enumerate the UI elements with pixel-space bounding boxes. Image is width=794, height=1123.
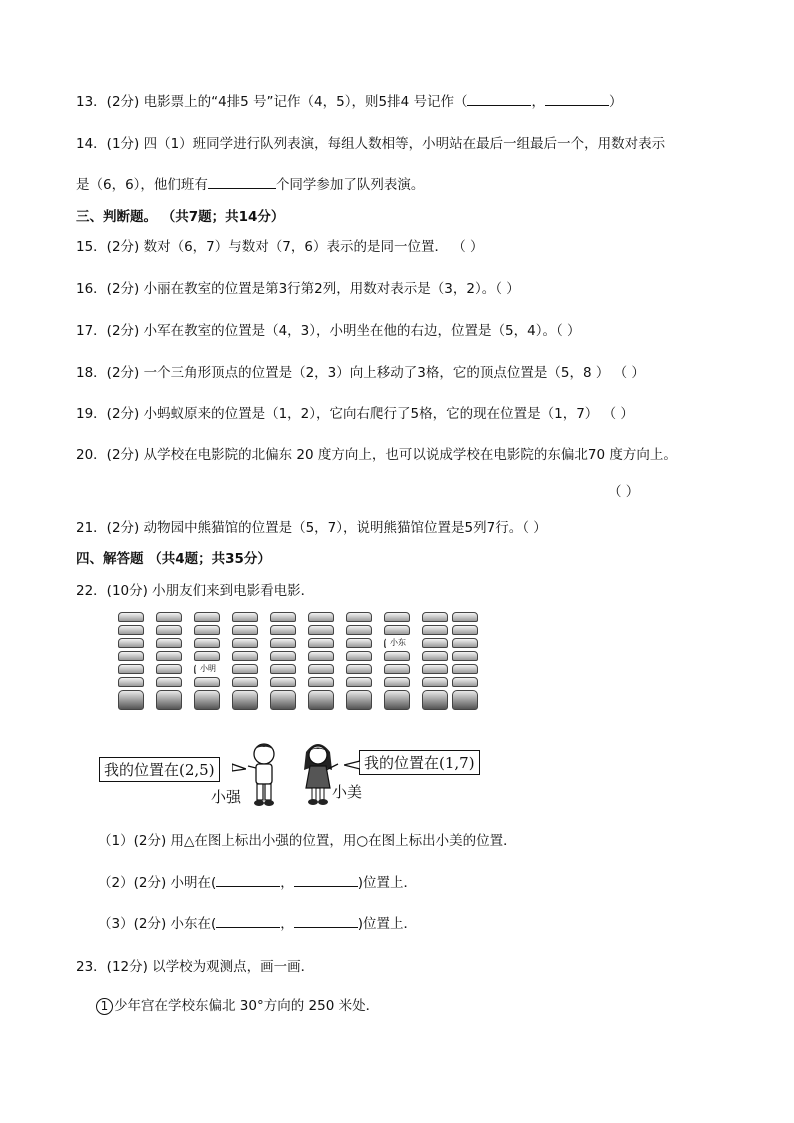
seat[interactable] <box>118 677 144 687</box>
seat[interactable] <box>384 625 410 635</box>
seat-column <box>422 612 450 713</box>
seat[interactable] <box>232 690 258 710</box>
seat[interactable] <box>452 625 478 635</box>
answer-blank[interactable] <box>467 93 531 106</box>
seat[interactable] <box>422 677 448 687</box>
seat[interactable] <box>452 677 478 687</box>
seat[interactable] <box>118 638 144 648</box>
seat[interactable] <box>194 612 220 622</box>
seat[interactable] <box>308 612 334 622</box>
answer-blank[interactable] <box>294 915 358 928</box>
seat[interactable] <box>308 625 334 635</box>
seat-column <box>384 612 412 713</box>
seat[interactable] <box>118 651 144 661</box>
seat[interactable] <box>270 664 296 674</box>
seat[interactable] <box>422 651 448 661</box>
seat[interactable] <box>346 638 372 648</box>
seat[interactable] <box>346 612 372 622</box>
seat[interactable] <box>384 651 410 661</box>
cinema-seats-figure <box>118 612 478 732</box>
seat[interactable] <box>422 664 448 674</box>
name-label-xiaomei: 小美 <box>332 783 363 801</box>
seat-xiaoming[interactable]: 小明 <box>194 664 220 674</box>
seat[interactable] <box>270 690 296 710</box>
seat[interactable] <box>346 625 372 635</box>
seat[interactable] <box>308 664 334 674</box>
question-18: 18．(2分) 一个三角形顶点的位置是（2，3）向上移动了3格，它的顶点位置是（5，8 ） （ ） <box>76 365 645 381</box>
circled-number: 1 <box>96 998 113 1015</box>
question-23-item1: 1 少年宫在学校东偏北 30°方向的 250 米处． <box>96 994 379 1015</box>
seat[interactable] <box>452 664 478 674</box>
seat[interactable] <box>452 638 478 648</box>
seat[interactable] <box>384 690 410 710</box>
seat[interactable] <box>270 638 296 648</box>
question-14-line1: 14．(1分) 四（1）班同学进行队列表演，每组人数相等，小明站在最后一组最后一个，用数对表示 <box>76 136 666 152</box>
seat[interactable] <box>194 638 220 648</box>
seat[interactable] <box>346 664 372 674</box>
question-21: 21．(2分) 动物园中熊猫馆的位置是（5，7），说明熊猫馆位置是5列7行。（ ） <box>76 520 547 536</box>
question-22-part3: （3）(2分) 小东在( ， )位置上． <box>98 916 418 932</box>
seat[interactable] <box>308 638 334 648</box>
question-22-part2: （2）(2分) 小明在( ， )位置上． <box>98 875 418 891</box>
seat[interactable] <box>156 625 182 635</box>
answer-blank[interactable] <box>294 874 358 887</box>
question-14-line2: 是（6，6），他们班有 个同学参加了队列表演。 <box>76 177 425 193</box>
seat[interactable] <box>346 690 372 710</box>
seat-column <box>346 612 374 713</box>
seat[interactable] <box>422 638 448 648</box>
seat[interactable] <box>118 664 144 674</box>
seat-column <box>194 612 222 713</box>
seat[interactable] <box>270 612 296 622</box>
seat[interactable] <box>308 690 334 710</box>
seat[interactable] <box>232 651 258 661</box>
seat[interactable] <box>270 625 296 635</box>
seat-column <box>270 612 298 713</box>
seat[interactable] <box>156 677 182 687</box>
answer-blank[interactable] <box>216 874 280 887</box>
seat[interactable] <box>194 625 220 635</box>
seat[interactable] <box>384 677 410 687</box>
question-23-title: 23．(12分) 以学校为观测点，画一画． <box>76 959 315 975</box>
question-17: 17．(2分) 小军在教室的位置是（4，3），小明坐在他的右边，位置是（5，4）。（ ） <box>76 323 581 339</box>
seat[interactable] <box>384 664 410 674</box>
answer-blank[interactable] <box>545 93 609 106</box>
bubble-pointer-icon <box>344 758 360 772</box>
seat[interactable] <box>452 690 478 710</box>
seat[interactable] <box>452 612 478 622</box>
section-4-heading: 四、解答题 （共4题；共35分） <box>76 551 271 567</box>
seat[interactable] <box>422 625 448 635</box>
question-22-part1: （1）(2分) 用△在图上标出小强的位置，用○在图上标出小美的位置． <box>98 833 517 849</box>
seat-column <box>118 612 146 713</box>
seat[interactable] <box>232 612 258 622</box>
seat[interactable] <box>232 625 258 635</box>
question-16: 16．(2分) 小丽在教室的位置是第3行第2列，用数对表示是（3，2）。（ ） <box>76 281 520 297</box>
speech-bubble-xiaoqiang: 我的位置在(2,5) <box>99 757 220 782</box>
seat[interactable] <box>156 690 182 710</box>
seat[interactable] <box>194 651 220 661</box>
seat[interactable] <box>118 612 144 622</box>
question-15: 15．(2分) 数对（6，7）与数对（7，6）表示的是同一位置． （ ） <box>76 239 484 255</box>
seat[interactable] <box>308 651 334 661</box>
seat[interactable] <box>118 690 144 710</box>
seat[interactable] <box>156 651 182 661</box>
boy-figure-icon <box>246 740 282 810</box>
question-22-title: 22．(10分) 小朋友们来到电影看电影． <box>76 583 315 599</box>
question-13: 13．(2分) 电影票上的“4排5 号”记作（4，5），则5排4 号记作（ ， ） <box>76 94 623 110</box>
seat[interactable] <box>118 625 144 635</box>
seat-column <box>452 612 480 713</box>
seat[interactable] <box>156 612 182 622</box>
seat-xiaodong[interactable]: 小东 <box>384 638 410 648</box>
seat[interactable] <box>156 664 182 674</box>
seat[interactable] <box>346 651 372 661</box>
answer-blank[interactable] <box>208 176 276 189</box>
seat-column <box>232 612 260 713</box>
seat[interactable] <box>194 677 220 687</box>
seat[interactable] <box>270 651 296 661</box>
speech-bubble-xiaomei: 我的位置在(1,7) <box>359 750 480 775</box>
seat-column <box>156 612 184 713</box>
seat[interactable] <box>232 638 258 648</box>
seat[interactable] <box>232 677 258 687</box>
section-3-heading: 三、判断题。 （共7题；共14分） <box>76 209 285 225</box>
question-19: 19．(2分) 小蚂蚁原来的位置是（1，2），它向右爬行了5格，它的现在位置是（1，7） （ ） <box>76 406 634 422</box>
seat[interactable] <box>452 651 478 661</box>
seat[interactable] <box>346 677 372 687</box>
seat[interactable] <box>194 690 220 710</box>
seat[interactable] <box>422 690 448 710</box>
question-20: 20．(2分) 从学校在电影院的北偏东 20 度方向上，也可以说成学校在电影院的东偏北70 度方向上。 <box>76 447 677 463</box>
answer-blank[interactable] <box>216 915 280 928</box>
seat[interactable] <box>384 612 410 622</box>
bubble-pointer-icon <box>232 760 246 774</box>
seat[interactable] <box>308 677 334 687</box>
name-label-xiaoqiang: 小强 <box>211 788 242 806</box>
seat[interactable] <box>422 612 448 622</box>
seat-column <box>308 612 336 713</box>
question-20-answer-paren[interactable]: （ ） <box>608 484 640 500</box>
seat[interactable] <box>232 664 258 674</box>
seat[interactable] <box>270 677 296 687</box>
seat[interactable] <box>156 638 182 648</box>
